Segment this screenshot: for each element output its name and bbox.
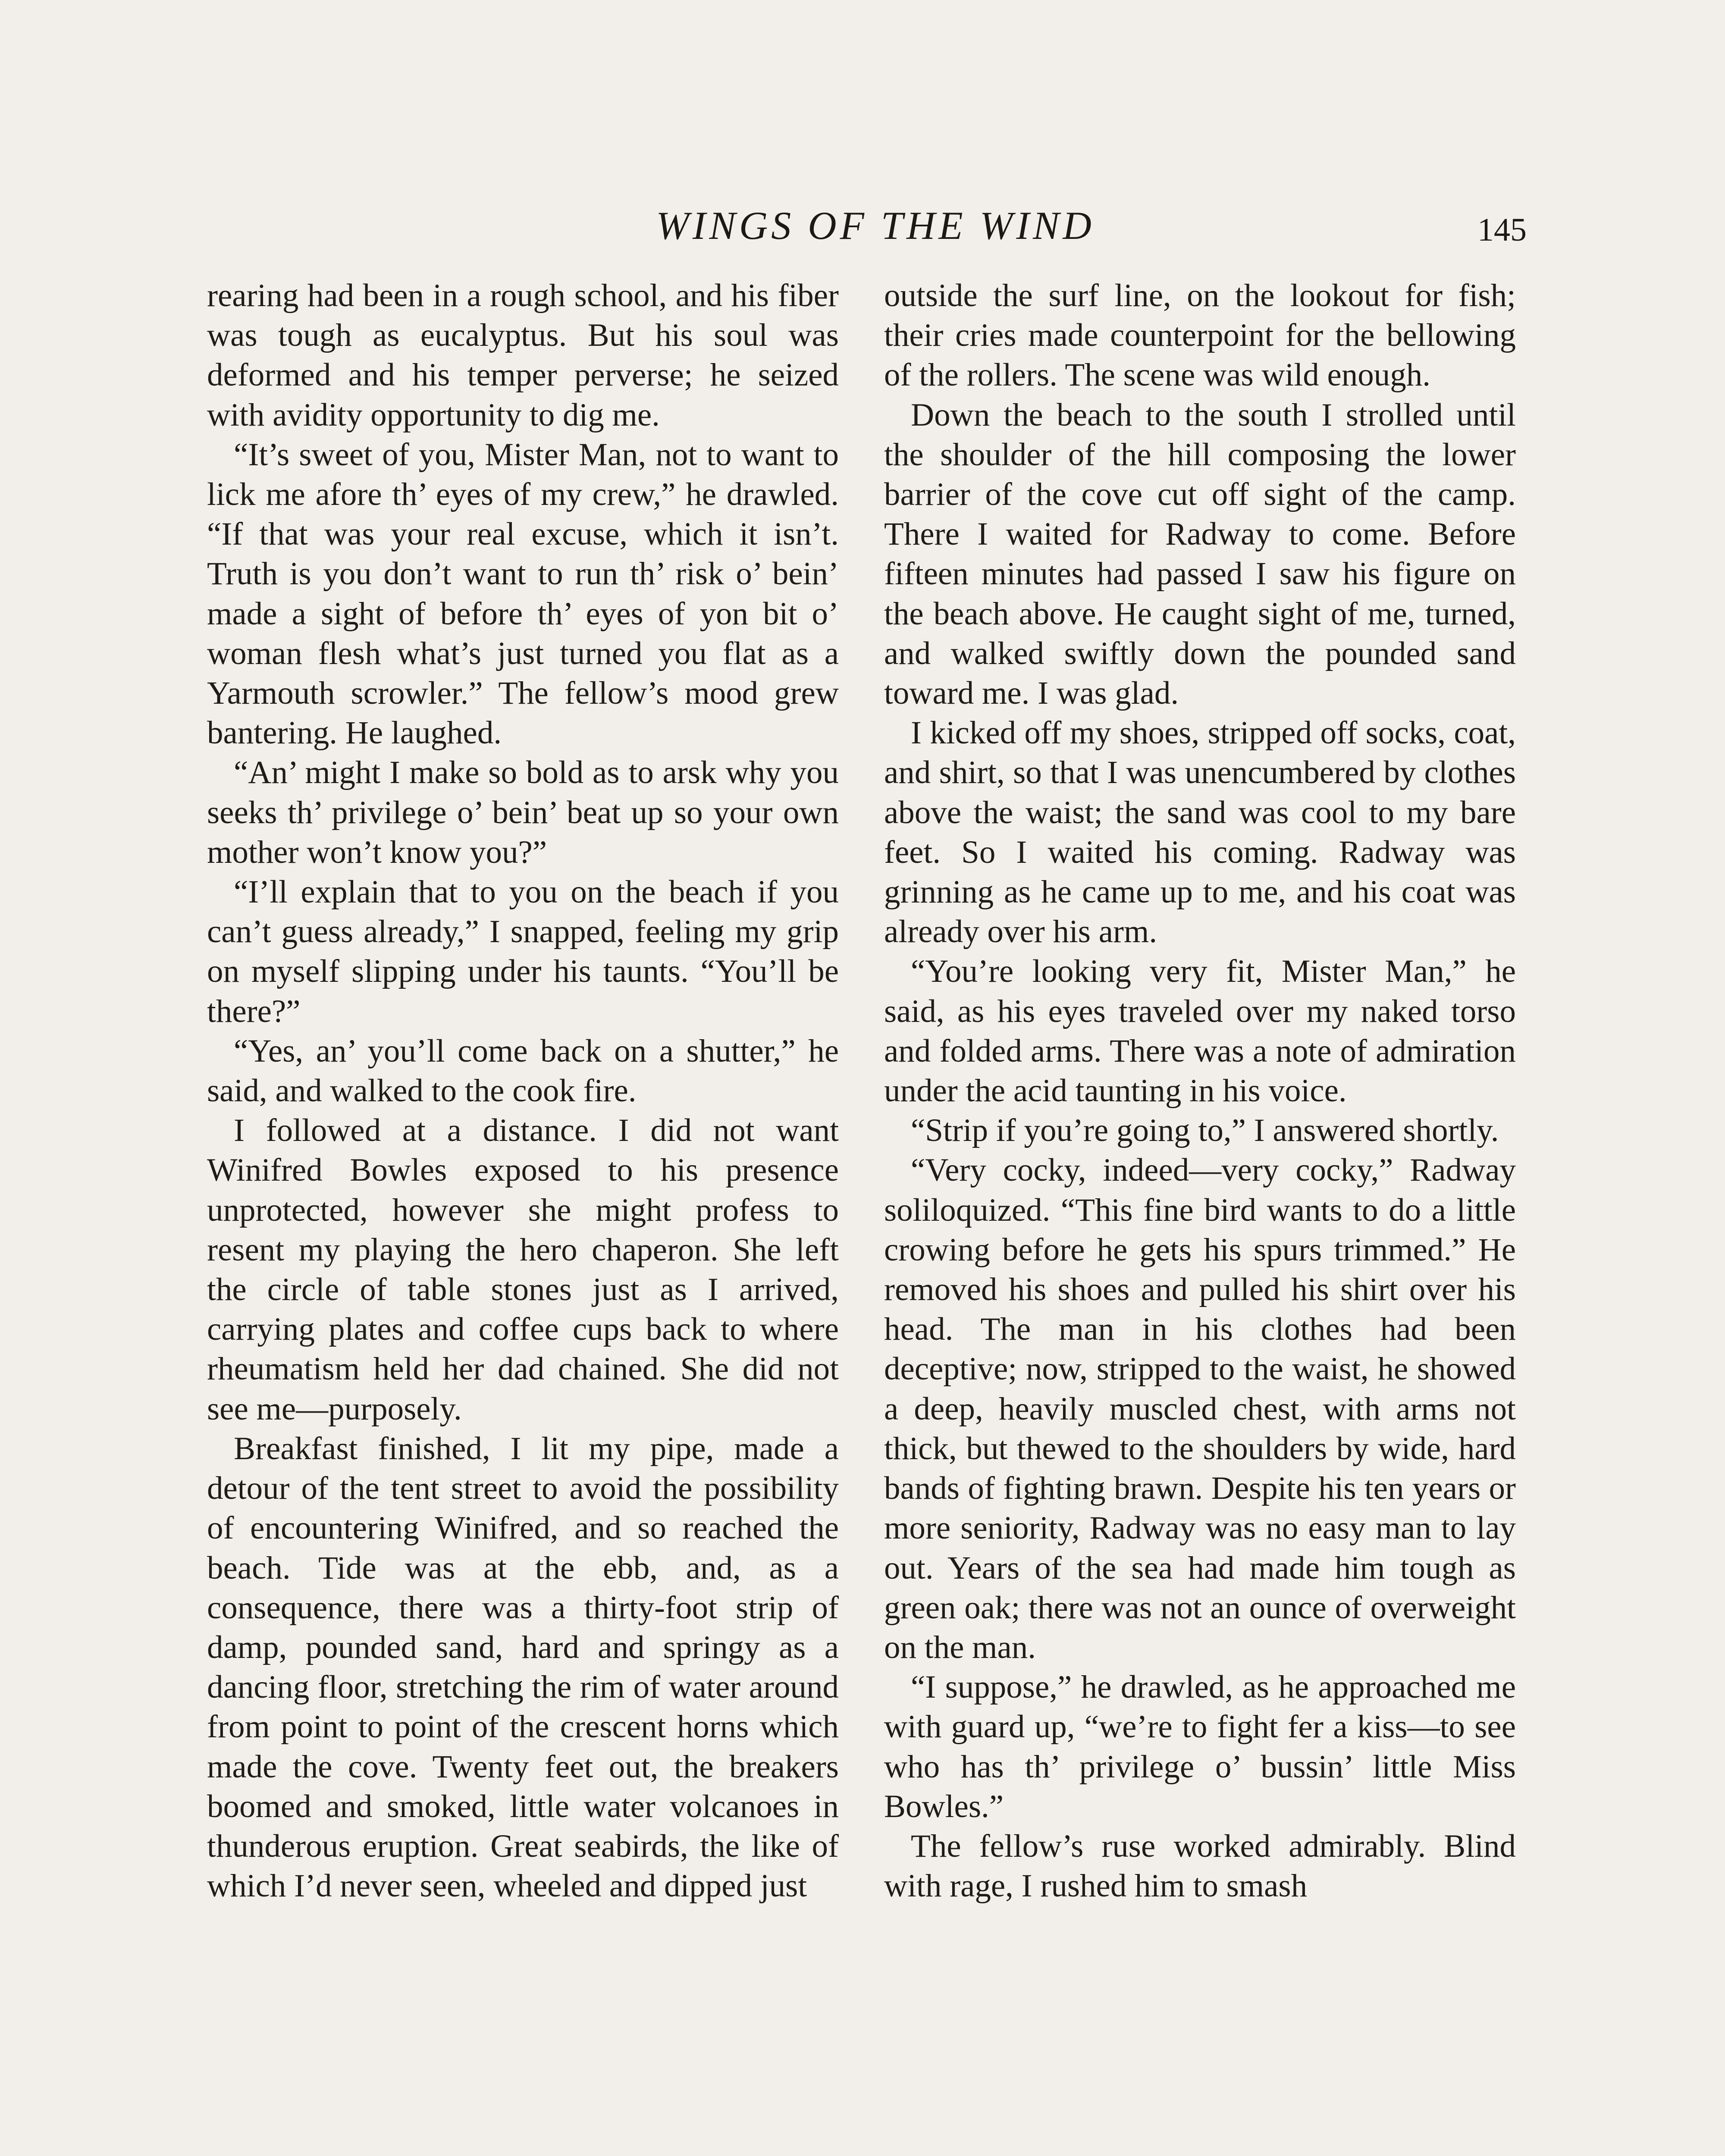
text-column-left	[207, 276, 839, 2156]
paragraph: Breakfast finished, I lit my pipe, made a detour of the tent street to avoid the possibility of encountering Winifred, and so reached the beach. Tide was at the ebb, and, as a consequence, there was a thirty-foot strip of damp, pounded sand, hard and springy as a dancing floor, stretching the rim of water around from point to point of the crescent horns which made the cove. Twenty feet out, the breakers boomed and smoked, little water volcanoes in thunderous eruption. Great seabirds, the like of which I’d never seen, wheeled and dipped just	[207, 1430, 839, 1904]
paragraph: The fellow’s ruse worked admirably. Blind with rage, I rushed him to smash	[884, 1828, 1516, 1904]
running-title: WINGS OF THE WIND	[656, 204, 1095, 248]
paragraph: “I suppose,” he drawled, as he approached me with guard up, “we’re to fight fer a kiss—to see who has th’ privilege o’ bussin’ little Miss Bowles.”	[884, 1669, 1516, 1824]
paragraph: “Yes, an’ you’ll come back on a shutter,” he said, and walked to the cook fire.	[207, 1033, 839, 1109]
page-number: 145	[1477, 212, 1527, 248]
paragraph: Down the beach to the south I strolled until the shoulder of the hill composing the lower barrier of the cove cut off sight of the camp. There I waited for Radway to come. Before fifteen minutes had passed I saw his figure on the beach above. He caught sight of me, turned, and walked swiftly down the pounded sand toward me. I was glad.	[884, 397, 1516, 711]
text-column-right	[884, 276, 1516, 2156]
paragraph: I kicked off my shoes, stripped off socks, coat, and shirt, so that I was unencumbered by clothes above the waist; the sand was cool to my bare feet. So I waited his coming. Radway was grinning as he came up to me, and his coat was already over his arm.	[884, 715, 1516, 950]
paragraph: I followed at a distance. I did not want Winifred Bowles exposed to his presence unprotected, however she might profess to resent my playing the hero chaperon. She left the circle of table stones just as I arrived, carrying plates and coffee cups back to where rheumatism held her dad chained. She did not see me—purposely.	[207, 1112, 839, 1427]
paragraph: “I’ll explain that to you on the beach if you can’t guess already,” I snapped, feeling my grip on myself slipping under his taunts. “You’ll be there?”	[207, 874, 839, 1029]
paragraph: “An’ might I make so bold as to arsk why you seeks th’ privilege o’ bein’ beat up so your own mother won’t know you?”	[207, 755, 839, 870]
paragraph: “It’s sweet of you, Mister Man, not to want to lick me afore th’ eyes of my crew,” he drawled. “If that was your real excuse, which it isn’t. Truth is you don’t want to run th’ risk o’ bein’ made a sight of before th’ eyes of yon bit o’ woman flesh what’s just turned you flat as a Yarmouth scrowler.” The fellow’s mood grew bantering. He laughed.	[207, 436, 839, 751]
paragraph: “Very cocky, indeed—very cocky,” Radway soliloquized. “This fine bird wants to do a little crowing before he gets his spurs trimmed.” He removed his shoes and pulled his shirt over his head. The man in his clothes had been deceptive; now, stripped to the waist, he showed a deep, heavily muscled chest, with arms not thick, but thewed to the shoulders by wide, hard bands of fighting brawn. Despite his ten years or more seniority, Radway was no easy man to lay out. Years of the sea had made him tough as green oak; there was not an ounce of overweight on the man.	[884, 1152, 1516, 1665]
paragraph: outside the surf line, on the lookout for fish; their cries made counterpoint for the bellowing of the rollers. The scene was wild enough.	[884, 278, 1516, 393]
paragraph: “Strip if you’re going to,” I answered shortly.	[911, 1112, 1499, 1149]
paragraph: rearing had been in a rough school, and his fiber was tough as eucalyptus. But his soul was deformed and his temper perverse; he seized with avidity opportunity to dig me.	[207, 278, 839, 433]
paragraph: “You’re looking very fit, Mister Man,” he said, as his eyes traveled over my naked torso and folded arms. There was a note of admiration under the acid taunting in his voice.	[884, 953, 1516, 1109]
